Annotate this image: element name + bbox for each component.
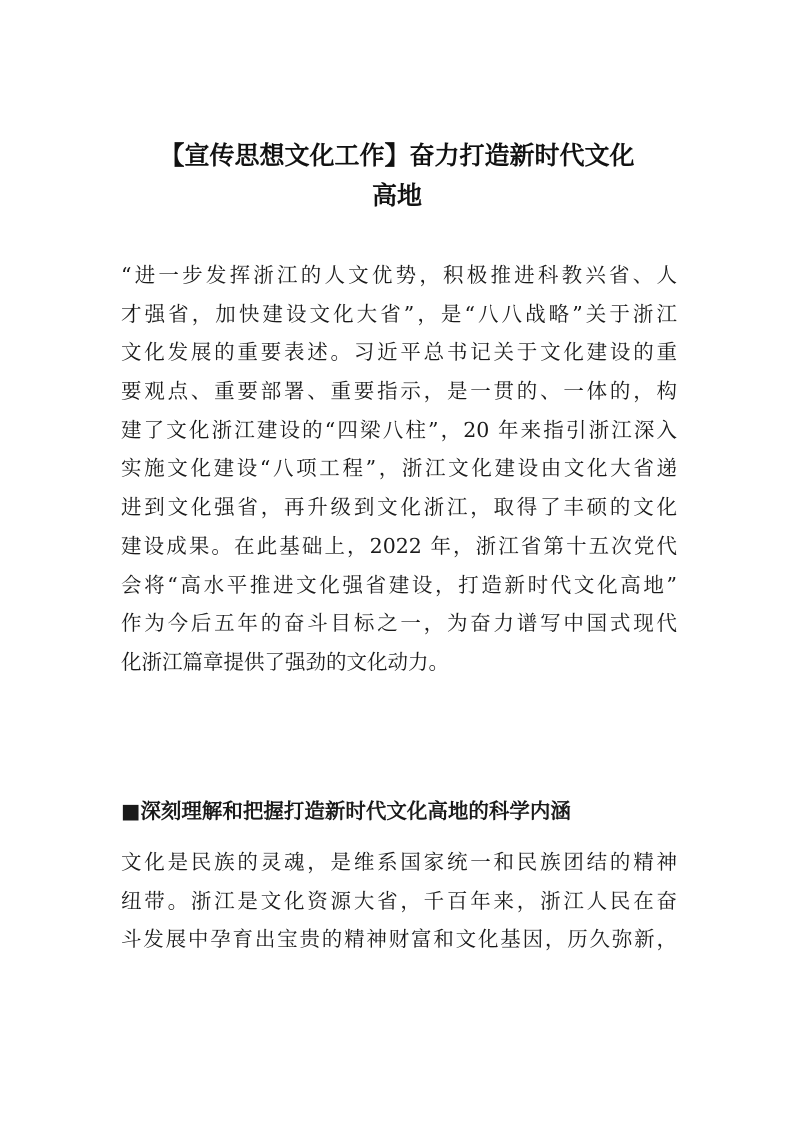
paragraph-line: 会将“高水平推进文化强省建设，打造新时代文化高地”	[121, 572, 677, 597]
title-line: 高地	[371, 181, 422, 210]
paragraph-line: 要观点、重要部署、重要指示，是一贯的、一体的，构	[121, 379, 677, 404]
paragraph-line: 才强省，加快建设文化大省”，是“八八战略”关于浙江	[121, 301, 677, 326]
paragraph-line: 作为今后五年的奋斗目标之一，为奋力谱写中国式现代	[121, 611, 677, 636]
intro-paragraph	[121, 256, 677, 682]
paragraph-line: “进一步发挥浙江的人文优势，积极推进科教兴省、人	[121, 263, 677, 287]
section-paragraph	[121, 843, 677, 959]
section-heading: ■深刻理解和把握打造新时代文化高地的科学内涵	[121, 799, 571, 823]
paragraph-line: 化浙江篇章提供了强劲的文化动力。	[121, 649, 449, 674]
paragraph-line: 文化发展的重要表述。习近平总书记关于文化建设的重	[121, 340, 677, 365]
paragraph-line: 建了文化浙江建设的“四梁八柱”，20 年来指引浙江深入	[121, 417, 677, 442]
paragraph-line: 斗发展中孕育出宝贵的精神财富和文化基因，历久弥新，	[121, 927, 677, 952]
document-title	[100, 136, 694, 216]
title-line: 【宣传思想文化工作】奋力打造新时代文化	[159, 141, 635, 170]
paragraph-line: 建设成果。在此基础上，2022 年，浙江省第十五次党代	[121, 533, 677, 558]
paragraph-line: 文化是民族的灵魂，是维系国家统一和民族团结的精神	[121, 850, 677, 874]
paragraph-line: 实施文化建设“八项工程”，浙江文化建设由文化大省递	[121, 456, 677, 481]
paragraph-line: 进到文化强省，再升级到文化浙江，取得了丰硕的文化	[121, 495, 677, 520]
paragraph-line: 纽带。浙江是文化资源大省，千百年来，浙江人民在奋	[121, 888, 677, 913]
